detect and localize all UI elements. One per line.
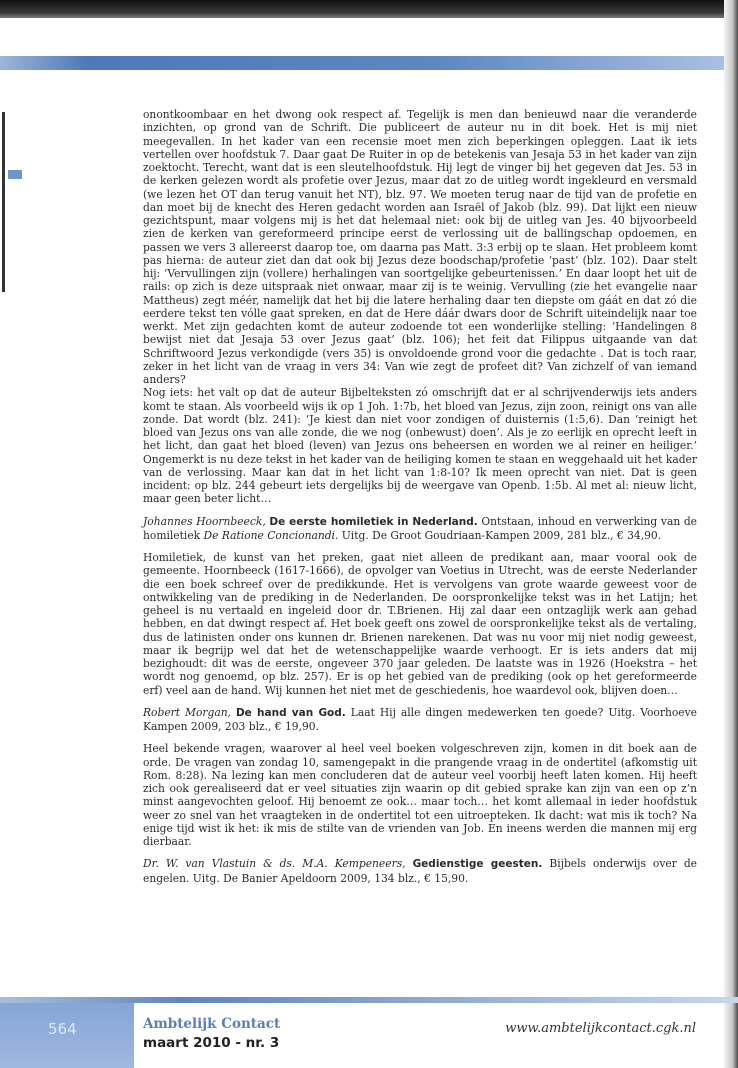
magazine-url: www.ambtelijkcontact.cgk.nl [505,1021,696,1036]
review-desc-end: . Uitg. De Groot Goudriaan-Kampen 2009, 281 blz., € 34,90. [334,528,662,542]
page-number: 564 [48,1020,77,1038]
review-author: Johannes Hoornbeeck, [143,514,266,528]
review-header-1 [143,515,697,543]
review-title: De hand van God. [235,706,346,719]
review-author: Dr. W. van Vlastuin & ds. M.A. Kempeneers, [143,857,406,871]
review-header-2 [143,706,697,734]
review-desc: Laat Hij alle dingen medewerken ten goede? Uitg. Voorhoeve Kampen 2009, 203 blz., € 19,90. [143,705,697,733]
review-author: Robert Morgan, [143,705,231,719]
review-header-3 [143,857,697,885]
left-blue-marker [8,170,22,179]
scan-right-edge [724,0,738,1068]
magazine-name: Ambtelijk Contact [143,1016,281,1032]
magazine-issue: maart 2010 - nr. 3 [143,1035,280,1051]
page-content [143,108,697,885]
left-margin-mark [2,112,5,292]
header-color-bar [0,56,724,70]
article-paragraph-1: onontkoombaar en het dwong ook respect af. Tegelijk is men dan benieuwd naar die veranderde inzichten, op grond van de Schrift. Die publiceert de auteur nu in dit boek. Het is mij niet meegevallen. In het kader van een recensie moet men zich beperkingen opleggen. Laat ik iets vertellen over hoofdstuk 7. Daar gaat De Ruiter in op de betekenis van Jesaja 53 in het kader van zijn zoektocht. Terecht, want dat is een sleutelhoofdstuk. Hij legt de vinger bij het gegeven dat Jes. 53 in de kerken gelezen wordt als profetie over Jezus, maar dat zo de uitleg wordt ingekleurd en versmald (we lezen het OT dan terug vanuit het NT), blz. 97. We moeten terug naar de tijd van de profetie en dan moet bij de knecht des Heren gedacht worden aan Israël of Jakob (blz. 99). Dat lijkt een nieuw gezichtspunt, maar volgens mij is het dat helemaal niet: ook bij de uitleg van Jes. 40 bijvoorbeeld zien de kerken van gereformeerd principe eerst de verlossing uit de ballingschap opdoemen, en passen we vers 3 allereerst daarop toe, om daarna pas Matt. 3:3 erbij op te slaan. Het probleem komt pas hierna: de auteur ziet dan dat ook bij Jezus deze boodschap/profetie ‘past’ (blz. 102). Daar stelt hij: ‘Vervullingen zijn (vollere) herhalingen van soortgelijke gebeurtenissen.’ En daar loopt het uit de rails: op zich is deze uitspraak niet onwaar, maar zij is te weinig. Vervulling (zie het evangelie naar Mattheus) zegt méér, namelijk dat het bij die latere herhaling daar ten diepste om gáát en dat zó die eerdere tekst ten vólle gaat spreken, en dat de Here dáár dwars door de Schrift uiteindelijk naar toe werkt. Met zijn gedachten komt de auteur zodoende tot een wonderlijke stelling: ‘Handelingen 8 bewijst niet dat Jesaja 53 over Jezus gaat’ (blz. 106); het feit dat Filippus uitgaande van dat Schriftwoord Jezus verkondigde (vers 35) is onvoldoende grond voor die gedachte . Dat is toch raar, zeker in het licht van de vraag in vers 34: Van wie zegt de profeet dit? Van zichzelf of van iemand anders? [143,108,697,386]
scan-top-band [0,0,738,18]
review-desc: Bijbels onderwijs over de engelen. Uitg. De Banier Apeldoorn 2009, 134 blz., € 15,90. [143,857,697,885]
review-desc: Ontstaan, inhoud en verwerking van de homiletiek [143,514,698,542]
review-body-2: Heel bekende vragen, waarover al heel veel boeken volgeschreven zijn, komen in dit boek aan de orde. De vragen van zondag 10, samengepakt in die prangende vraag in de ondertitel (afkomstig uit Rom. 8:28). Na lezing kan men concluderen dat de auteur veel voorbij heeft laten komen. Hij heeft zich ook gerealiseerd dat er veel situaties zijn waarin op dit gebied sprake kan zijn van een op z’n minst aangevochten geloof. Hij benoemt ze ook… maar toch… het komt allemaal in ieder hoofdstuk weer zo snel van het vraagteken in de ondertitel tot een uitroepteken. Ik dacht: wat mis ik toch? Na enige tijd wist ik het: ik mis de stilte van de vrienden van Job. En ineens werden die mannen mij erg dierbaar. [143,742,697,848]
review-body-1: Homiletiek, de kunst van het preken, gaat niet alleen de predikant aan, maar vooral ook de gemeente. Hoornbeeck (1617-1666), de opvolger van Voetius in Utrecht, was de eerste Nederlander die een boek schreef over de predikkunde. Het is vervolgens van grote waarde geweest voor de ontwikkeling van de prediking in de Nederlanden. De oorspronkelijke tekst was in het Latijn; het geheel is nu vertaald en ingeleid door dr. T.Brienen. Hij zal daar een ontzaglijk werk aan gehad hebben, en dat dwingt respect af. Het boek geeft ons zowel de oorspronkelijke tekst als de vertaling, dus de latinisten onder ons kunnen dr. Brienen narekenen. Dat was nu voor mij niet nodig geweest, maar ik begrijp wel dat het de wetenschappelijke waarde verhoogt. Er is iets anders dat mij bezighoudt: dit was de eerste, ongeveer 370 jaar geleden. De laatste was in 1926 (Hoekstra – het wordt nog genoemd, op blz. 257). Er is op het gebied van de prediking (ook op het gereformeerde erf) veel aan de hand. Wij kunnen het niet met de geschiedenis, hoe waardevol ook, blijven doen… [143,551,697,697]
review-desc-italic: De Ratione Concionandi [203,528,335,542]
review-title: Gedienstige geesten. [412,858,543,871]
article-paragraph-2: Nog iets: het valt op dat de auteur Bijbelteksten zó omschrijft dat er al schrijvenderwijs iets anders komt te staan. Als voorbeeld wijs ik op 1 Joh. 1:7b, het bloed van Jezus, zijn zoon, reinigt ons van alle zonde. Dat wordt (blz. 241): ‘Je kiest dan niet voor zondigen of duisternis (1:5,6). Dan ‘reinigt het bloed van Jezus ons van alle zonde, die we nog (onbewust) doen’. Als je zo eerlijk en oprecht leeft in het licht, dan gaat het bloed (leven) van Jezus ons beheersen en worden we al reiner en heiliger.’ Ongemerkt is nu deze tekst in het kader van de heiliging komen te staan en weggehaald uit het kader van de verlossing. Maar kan dat in het licht van 1:8-10? Ik meen oprecht van niet. Dat is geen incident: op blz. 244 gebeurt iets dergelijks bij de weergave van Openb. 1:5b. Al met al: nieuw licht, maar geen beter licht… [143,386,697,506]
review-title: De eerste homiletiek in Nederland. [269,515,478,528]
